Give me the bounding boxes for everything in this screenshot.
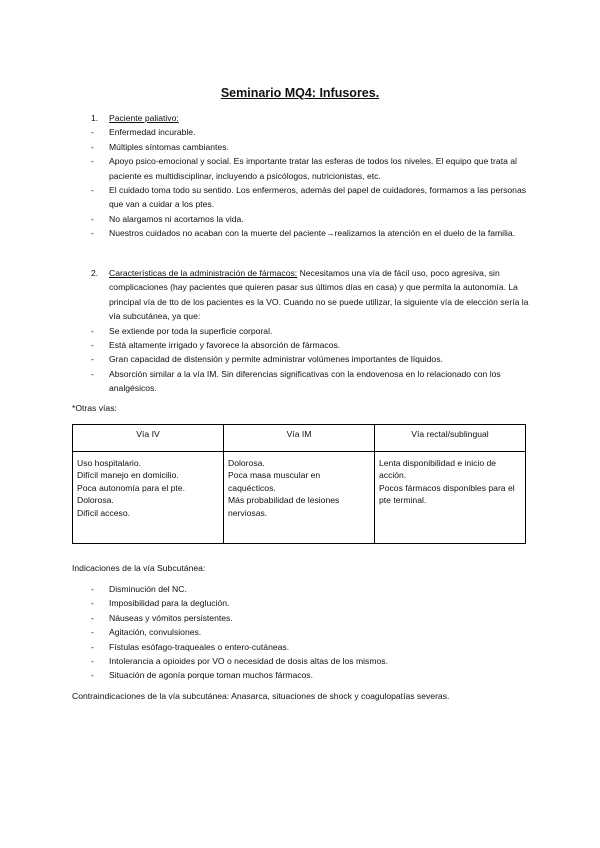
- section-2-intro: Necesitamos una vía de fácil uso, poco agresiva, sin complicaciones (hay pacientes que quieren pasar sus últimos días en casa) y que permita la autonomía. La principal vía de tto de los pacientes es la VO. Cuando no se puede utilizar, la siguiente vía de elección sería la vía subcutánea, ya que:: [109, 268, 529, 322]
- list-item: - Gran capacidad de distensión y permite administrar volúmenes importantes de líquidos.: [91, 352, 531, 366]
- list-item: - Nuestros cuidados no acaban con la muerte del paciente→realizamos la atención en el duelo de la familia.: [91, 226, 531, 240]
- table-cell-via-im: [224, 452, 375, 544]
- section-2-number: 2.: [91, 268, 99, 278]
- list-item: - El cuidado toma todo su sentido. Los enfermeros, además del papel de cuidadores, formamos a las personas que van a cuidar a los ptes.: [91, 183, 531, 212]
- cell-line: Poca autonomía para el pte.: [77, 482, 185, 493]
- section-1-number: 1.: [91, 113, 99, 123]
- list-item: - Fístulas esófago-traqueales o entero-cutáneas.: [91, 640, 511, 654]
- list-item: - Múltiples síntomas cambiantes.: [91, 140, 531, 154]
- section-1-heading-line: [91, 111, 531, 125]
- list-item: - Disminución del NC.: [91, 582, 511, 596]
- cell-line: Pocos fármacos disponibles para el pte terminal.: [379, 482, 515, 506]
- list-item: - Apoyo psico-emocional y social. Es importante tratar las esferas de todos los niveles. El equipo que trata al paciente es multidisciplinar, incluyendo a psicólogos, nutricionistas, etc.: [91, 154, 531, 183]
- section-paciente-paliativo: [91, 111, 531, 241]
- cell-line: Lenta disponibilidad e inicio de acción.: [379, 458, 497, 481]
- section-1-list: [91, 125, 531, 240]
- vias-table: [72, 424, 526, 544]
- cell-line: Más probabilidad de lesiones nerviosas.: [228, 495, 340, 518]
- section-2-heading: Características de la administración de fármacos:: [109, 268, 298, 278]
- table-header-cell: Vía rectal/sublingual: [375, 425, 526, 452]
- table-row: [73, 452, 526, 544]
- table-header-cell: Vía IM: [224, 425, 375, 452]
- table-header-row: [73, 425, 526, 452]
- list-item: - Intolerancia a opioides por VO o necesidad de dosis altas de los mismos.: [91, 654, 511, 668]
- section-2-paragraph: [91, 266, 531, 324]
- cell-line: Poca masa muscular en caquécticos.: [228, 470, 321, 493]
- list-item: - Absorción similar a la vía IM. Sin diferencias significativas con la endovenosa en lo relacionado con los analgésicos.: [91, 367, 531, 396]
- indicaciones-list: [91, 582, 511, 683]
- cell-line: Uso hospitalario.: [77, 458, 142, 468]
- list-item: - Se extiende por toda la superficie corporal.: [91, 324, 531, 338]
- list-item: - Enfermedad incurable.: [91, 125, 531, 139]
- cell-line: Dolorosa.: [228, 458, 265, 468]
- cell-line: Dolorosa.: [77, 495, 114, 506]
- cell-line: Difícil manejo en domicilio.: [77, 470, 179, 481]
- section-1-heading: Paciente paliativo:: [109, 113, 179, 123]
- section-2-list: [91, 324, 531, 396]
- list-item: - Náuseas y vómitos persistentes.: [91, 611, 511, 625]
- section-administracion-farmacos: [91, 266, 531, 396]
- indicaciones-heading: Indicaciones de la vía Subcutánea:: [72, 563, 206, 573]
- list-item: - Imposibilidad para la deglución.: [91, 596, 511, 610]
- otras-vias-label: *Otras vías:: [72, 403, 117, 413]
- list-item: - Situación de agonía porque toman muchos fármacos.: [91, 668, 511, 682]
- contraindicaciones-text: Contraindicaciones de la vía subcutánea: Anasarca, situaciones de shock y coagulopatías severas.: [72, 691, 450, 701]
- list-item: - Está altamente irrigado y favorece la absorción de fármacos.: [91, 338, 531, 352]
- table-header-cell: Vía IV: [73, 425, 224, 452]
- list-item: - Agitación, convulsiones.: [91, 625, 511, 639]
- list-item: - No alargamos ni acortamos la vida.: [91, 212, 531, 226]
- page-title: Seminario MQ4: Infusores.: [220, 86, 380, 100]
- table-cell-via-rectal: [375, 452, 526, 544]
- table-cell-via-iv: [73, 452, 224, 544]
- cell-line: Difícil acceso.: [77, 507, 131, 518]
